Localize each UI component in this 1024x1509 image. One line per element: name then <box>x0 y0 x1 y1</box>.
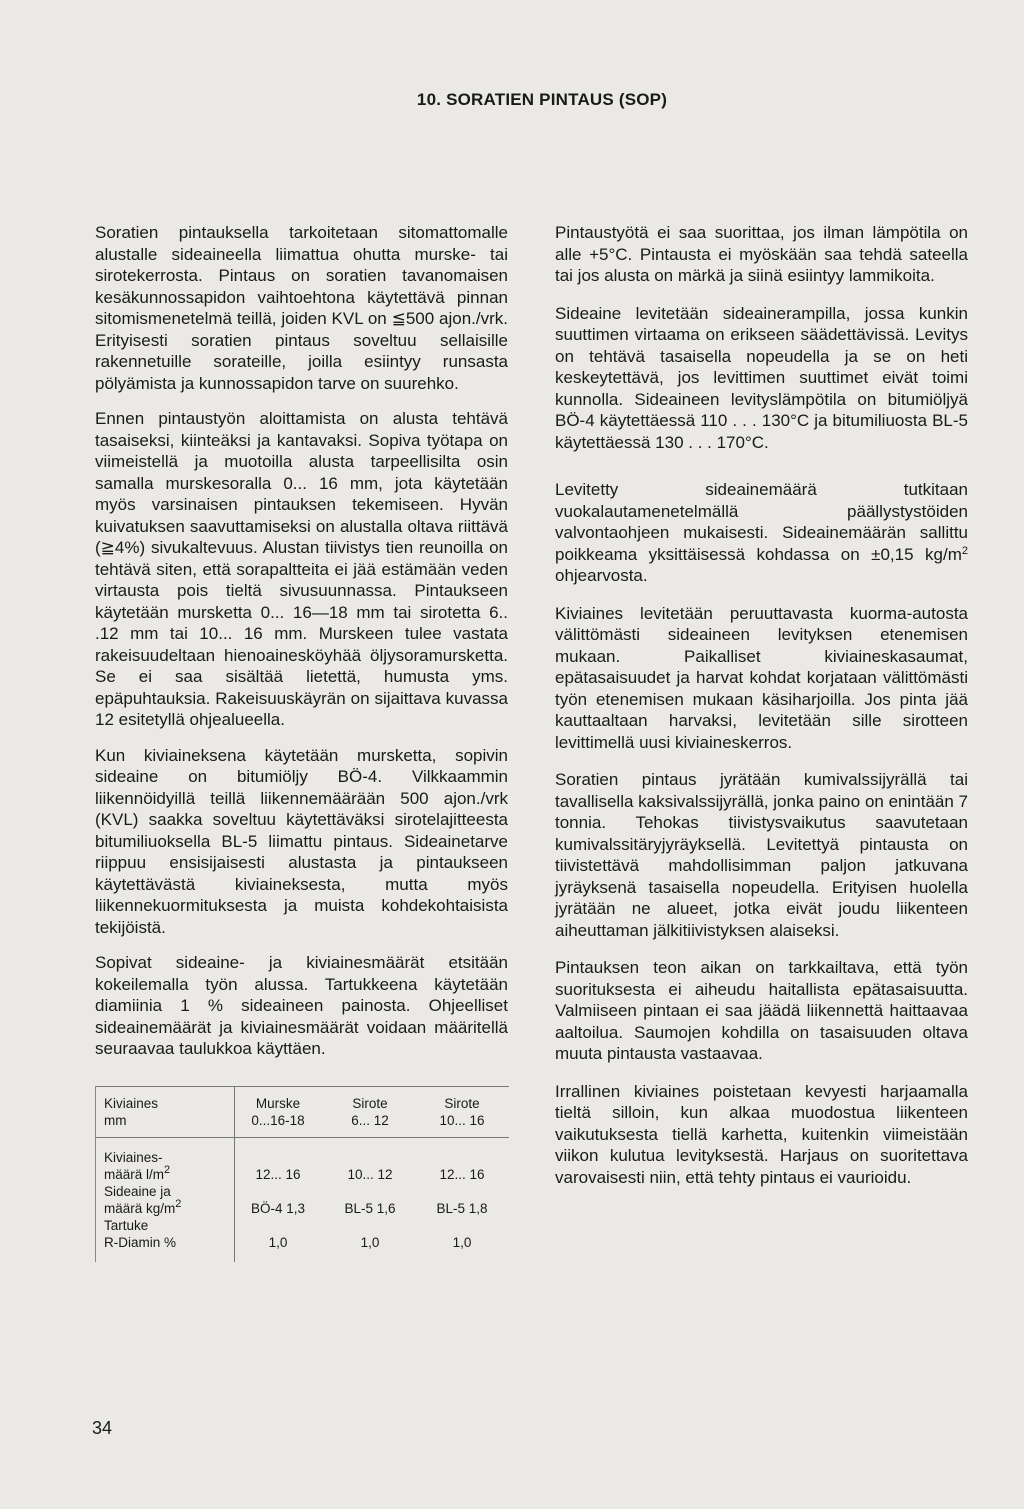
paragraph: Levitetty sideainemäärä tutkitaan vuokalautamenetelmällä päällystystöiden valvontaohjeen mukaisesti. Sideainemäärän sallittu poikkeama yksittäisessä kohdassa on ±0,15 $kg/m^2$ ohjearvosta. <box>555 480 968 585</box>
materials-table <box>95 1086 509 1262</box>
table-cell: 1,0 <box>452 1235 472 1250</box>
paragraph: Sopivat sideaine- ja kiviainesmäärät etsitään kokeilemalla työn alussa. Tartukkeena käytetään diamiinia 1 % sideaineen painosta. Ohjeelliset sideainemäärät ja kiviainesmäärät voidaan määritellä seuraavaa taulukkoa käyttäen. <box>95 953 508 1058</box>
paragraph: Soratien pintaus jyrätään kumivalssijyrällä tai tavallisella kaksivalssijyrällä, jonka paino on enintään 7 tonnia. Tehokas tiivistysvaikutus saavutetaan kumivalssitäryjyräyksellä. Levitettyä pintausta on tiivistettävä mahdollisimman paljon jatkuvana jyräyksenä tasaisella nopeudella. Erityisen huolella jyrätään ne alueet, jotka eivät joudu liikenteen aiheuttaman jälkitiivistyksen alaiseksi. <box>555 770 968 940</box>
right-column <box>555 222 968 1204</box>
paragraph: Sideaine levitetään sideainerampilla, jossa kunkin suuttimen virtaama on erikseen säädettävissä. Levitys on tehtävä tasaisella nopeudella ja se on heti keskeytettävä, jos levittimen suuttimet eivät toimi kunnolla. Sideaineen levityslämpötila on bitumiöljyä BÖ-4 käytettäessä 110 . . . 130°C ja bitumiliuosta BL-5 käytettäessä 130 . . . 170°C. <box>555 303 968 452</box>
table-cell: BÖ-4 1,3 <box>250 1201 306 1216</box>
table-row-labels: Kiviaines- määrä $l/m^2$ Sideaine ja määrä $kg/m^2$ Tartuke R-Diamin % <box>104 1150 182 1250</box>
table-header-sirote-6-12: Sirote 6... 12 <box>351 1096 389 1128</box>
left-column <box>95 222 508 1074</box>
table-header-murske: Murske 0...16-18 <box>251 1096 305 1128</box>
table-cell: 1,0 <box>268 1235 288 1250</box>
paragraph: Kiviaines levitetään peruuttavasta kuorma-autosta välittömästi sideaineen levityksen etenemisen mukaan. Paikalliset kiviaineskasaumat, epätasaisuudet ja harvat kohdat korjataan välittömästi työn etenemisen mukaan käsiharjoilla. Jos pinta jää kauttaaltaan harvaksi, levitetään sille sirotteen levittimellä uusi kiviaineskerros. <box>555 603 968 752</box>
paragraph: Irrallinen kiviaines poistetaan kevyesti harjaamalla tieltä silloin, kun alkaa muodostua liikenteen vaikutuksesta tiellä karhetta, kuitenkin viimeistään viikon kulutua levityksestä. Harjaus on suoritettava varovaisesti niin, että tehty pintaus ei vaurioidu. <box>555 1081 968 1187</box>
table-cell: 12... 16 <box>255 1167 301 1182</box>
paragraph: Ennen pintaustyön aloittamista on alusta tehtävä tasaiseksi, kiinteäksi ja kantavaksi. Sopiva työtapa on viimeistellä ja muotoilla alusta tarpeellisilta osin samalla murskesoralla 0... 16 mm, jota käytetään myös varsinaisen pintauksen tekemiseen. Hyvän kuivatuksen saavuttamiseksi on alustalla oltava riittävä (≧4%) sivukaltevuus. Alustan tiivistys tien reunoilla on tehtävä siten, että sorapaltteita ei jää estämään veden virtausta pois tieltä sivusuunnassa. Pintaukseen käytetään mursketta 0... 16—18 mm tai sirotetta 6.. .12 mm tai 10... 16 mm. Murskeen tulee vastata rakeisuudeltaan hienoainesköyhää öljysoramursketta. Se ei saa sisältää lietettä, humusta yms. epäpuhtauksia. Rakeisuuskäyrän on sijaittava kuvassa 12 esitetyllä ohjealueella. <box>95 409 508 729</box>
page-number: 34 <box>92 1418 113 1438</box>
table-cell: 1,0 <box>360 1235 380 1250</box>
table-cell: BL-5 1,8 <box>436 1201 488 1216</box>
table-header-label: Kiviaines mm <box>104 1096 159 1128</box>
table-cell: BL-5 1,6 <box>344 1201 396 1216</box>
table-header-sirote-10-16: Sirote 10... 16 <box>439 1096 485 1128</box>
table-cell: 10... 12 <box>347 1167 393 1182</box>
page-title: 10. SORATIEN PINTAUS (SOP) <box>416 90 668 109</box>
table-divider <box>96 1137 509 1138</box>
paragraph: Kun kiviaineksena käytetään mursketta, sopivin sideaine on bitumiöljy BÖ-4. Vilkkaammin liikennöidyillä teillä liikennemäärään 500 ajon./vrk (KVL) saakka soveltuu käytettäväksi sirotelajitteesta bitumiliuoksella BL-5 liimattu pintaus. Sideainetarve riippuu ensisijaisesti alustasta ja pintaukseen käytettävästä kiviaineksesta, mutta myös liikennekuormituksesta ja muista kohdekohtaisista tekijöistä. <box>95 745 508 937</box>
paragraph: Pintaustyötä ei saa suorittaa, jos ilman lämpötila on alle +5°C. Pintausta ei myöskään saa tehdä sateella tai jos alusta on märkä ja siinä esiintyy lammikoita. <box>555 223 968 285</box>
table-cell: 12... 16 <box>439 1167 485 1182</box>
table-divider <box>234 1087 235 1262</box>
paragraph: Pintauksen teon aikan on tarkkailtava, että työn suorituksesta ei aiheudu haitallista epätasaisuutta. Valmiiseen pintaan ei saa jäädä liikennettä haittaavaa aaltoilua. Saumojen kohdilla on tasaisuuden oltava muuta pintausta vastaavaa. <box>555 958 968 1063</box>
paragraph: Soratien pintauksella tarkoitetaan sitomattomalle alustalle sideaineella liimattua ohutta murske- tai sirotekerrosta. Pintaus on soratien tavanomaisen kesäkunnossapidon vaihtoehtona käytettävä pinnan sitomismenetelmä teillä, joiden KVL on ≦500 ajon./vrk. Erityisesti soratien pintaus soveltuu sellaisille rakennetuille sorateille, joilla esiintyy runsasta pölyämista ja kunnossapidon tarve on suurehko. <box>95 223 508 393</box>
